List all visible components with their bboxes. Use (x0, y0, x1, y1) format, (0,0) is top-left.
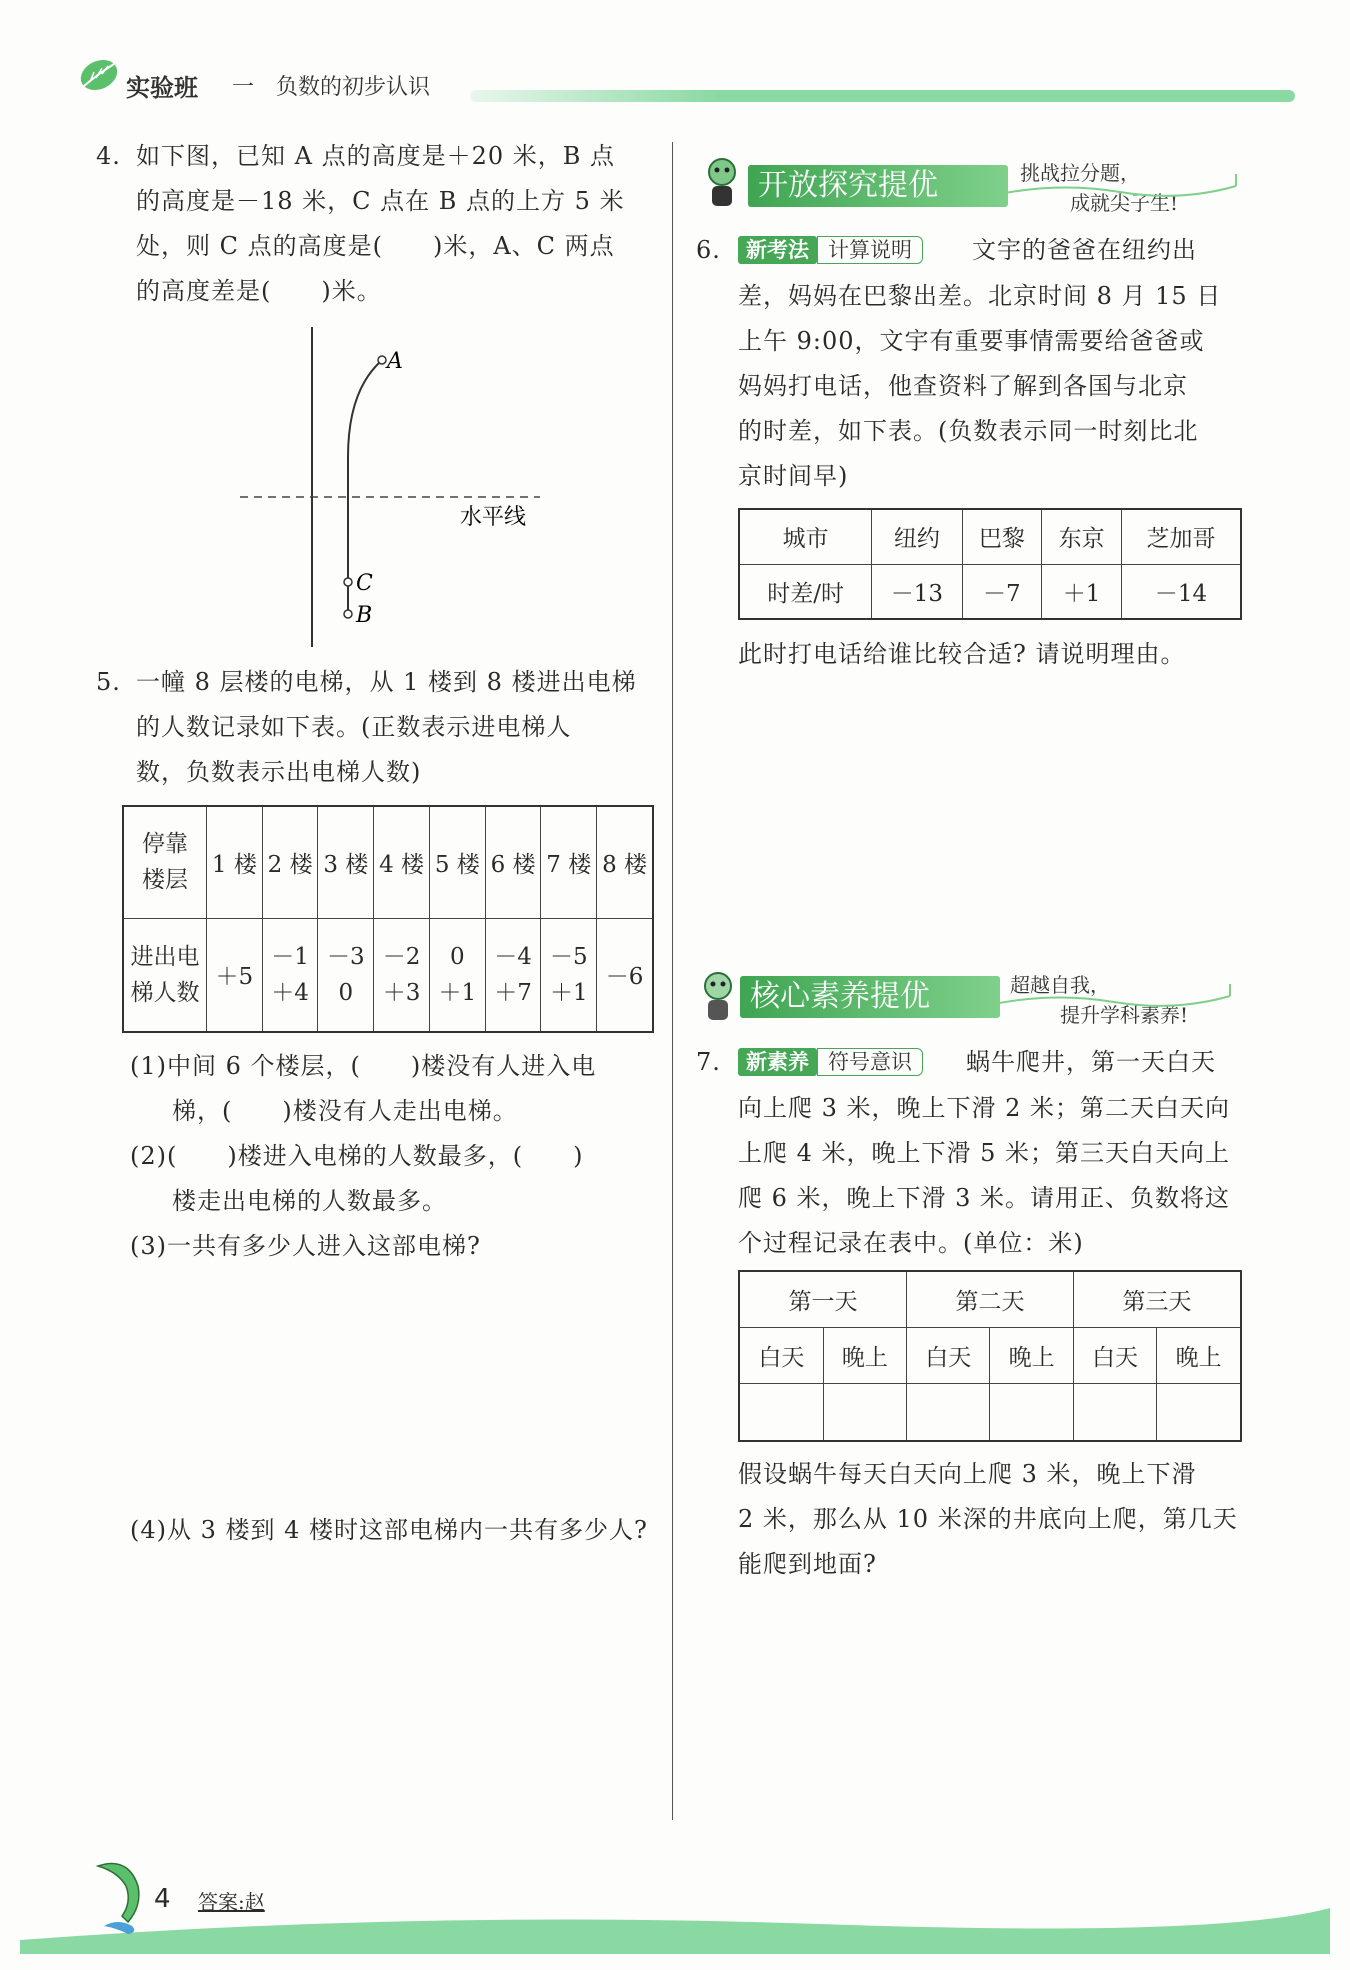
q5-sub2: (2)( )楼进入电梯的人数最多，( ) (130, 1142, 584, 1170)
tag-new-literacy: 新素养 (738, 1048, 817, 1076)
point-a (378, 356, 386, 364)
height-curve (348, 362, 380, 582)
q7-line: 蜗牛爬井，第一天白天 (966, 1048, 1216, 1076)
snail-table (738, 1270, 1242, 1442)
table-cell: 4 楼 (374, 806, 430, 918)
table-row (123, 806, 653, 918)
table-cell: －6 (597, 918, 653, 1032)
section2-slogan-2: 提升学科素养! (1060, 1003, 1189, 1027)
table-cell: 进出电 梯人数 (123, 918, 207, 1032)
table-cell: 晚上 (823, 1327, 906, 1383)
table-cell: 晚上 (990, 1327, 1073, 1383)
q7-text (738, 1086, 1258, 1266)
page-number: 4 (154, 1884, 171, 1914)
table-cell: 晚上 (1157, 1327, 1241, 1383)
table-cell: －2 ＋3 (374, 918, 430, 1032)
table-cell: 3 楼 (318, 806, 374, 918)
table-cell: 城市 (739, 509, 872, 564)
q5-line: 数，负数表示出电梯人数) (136, 758, 422, 786)
q7-line: 个过程记录在表中。(单位：米) (738, 1229, 1084, 1257)
q5-sub1: (1)中间 6 个楼层，( )楼没有人进入电 (130, 1052, 597, 1080)
column-divider (672, 142, 673, 1820)
table-cell: 第三天 (1073, 1271, 1241, 1327)
table-cell: －7 (962, 564, 1042, 619)
slogan-underline (1000, 172, 1240, 202)
label-a: A (387, 349, 403, 374)
table-cell: 白天 (907, 1327, 990, 1383)
table-cell: －13 (872, 564, 962, 619)
q7-followup-line: 2 米，那么从 10 米深的井底向上爬，第几天 (738, 1505, 1238, 1533)
header-decor-bar (470, 90, 1295, 102)
section-banner-core-literacy: 核心素养提优 (740, 976, 1000, 1018)
q5-sub4: (4)从 3 楼到 4 楼时这部电梯内一共有多少人? (130, 1516, 648, 1544)
q7-followup-line: 能爬到地面? (738, 1550, 877, 1578)
q7-followup-line: 假设蜗牛每天白天向上爬 3 米，晚上下滑 (738, 1460, 1197, 1488)
answer-cell[interactable] (1157, 1383, 1241, 1441)
point-c (344, 578, 352, 586)
table-cell: －4 ＋7 (485, 918, 541, 1032)
dolphin-icon (88, 1856, 152, 1936)
q7-tags (738, 1046, 923, 1078)
q4-line: 如下图，已知 A 点的高度是＋20 米，B 点 (136, 142, 616, 170)
table-cell: 8 楼 (597, 806, 653, 918)
answer-cell[interactable] (739, 1383, 823, 1441)
table-cell: 第二天 (907, 1271, 1074, 1327)
slogan-underline (994, 982, 1234, 1012)
section1-slogan-2: 成就尖子生! (1070, 191, 1179, 215)
table-cell: 2 楼 (262, 806, 318, 918)
table-cell: －3 0 (318, 918, 374, 1032)
mascot-icon (694, 968, 742, 1024)
answer-cell[interactable] (990, 1383, 1073, 1441)
q5-line: 的人数记录如下表。(正数表示进电梯人 (136, 713, 572, 741)
q7-line: 上爬 4 米，晚上下滑 5 米；第三天白天向上 (738, 1139, 1231, 1167)
table-cell: 东京 (1042, 509, 1122, 564)
tag-calc-explain: 计算说明 (817, 236, 923, 264)
q4-text (136, 134, 656, 314)
table-row (739, 509, 1241, 564)
q5-sub2-cont: 楼走出电梯的人数最多。 (172, 1187, 447, 1215)
table-row (739, 1327, 1241, 1383)
table-cell: －1 ＋4 (262, 918, 318, 1032)
table-cell: 芝加哥 (1121, 509, 1241, 564)
table-cell: 巴黎 (962, 509, 1042, 564)
q5-number: 5. (96, 668, 121, 696)
q6-line: 妈妈打电话，他查资料了解到各国与北京 (738, 372, 1188, 400)
q4-number: 4. (96, 142, 121, 170)
q5-sub1-cont: 梯，( )楼没有人走出电梯。 (172, 1097, 518, 1125)
q5-sub3: (3)一共有多少人进入这部电梯? (130, 1232, 481, 1260)
table-cell: 0 ＋1 (429, 918, 485, 1032)
section1-slogan-1: 挑战拉分题， (1020, 161, 1140, 185)
height-diagram (230, 322, 560, 652)
label-b: B (356, 603, 373, 628)
header-brand: 实验班 (126, 74, 198, 102)
q6-number: 6. (696, 236, 721, 264)
table-cell: 5 楼 (429, 806, 485, 918)
answer-label: 答案:赵 (198, 1890, 265, 1914)
q6-question: 此时打电话给谁比较合适? 请说明理由。 (738, 640, 1186, 668)
elevator-table (122, 805, 654, 1033)
tag-symbol-sense: 符号意识 (817, 1048, 923, 1076)
table-row (739, 1383, 1241, 1441)
header-chapter-title: 一 负数的初步认识 (232, 75, 431, 100)
answer-cell[interactable] (1073, 1383, 1156, 1441)
q7-followup (738, 1452, 1258, 1587)
table-cell: ＋5 (207, 918, 263, 1032)
horizon-label: 水平线 (460, 505, 527, 530)
table-cell: 白天 (739, 1327, 823, 1383)
q5-line: 一幢 8 层楼的电梯，从 1 楼到 8 楼进出电梯 (136, 668, 637, 696)
answer-cell[interactable] (907, 1383, 990, 1441)
q7-line: 爬 6 米，晚上下滑 3 米。请用正、负数将这 (738, 1184, 1231, 1212)
q6-line: 京时间早) (738, 462, 849, 490)
q6-line: 文宇的爸爸在纽约出 (972, 236, 1197, 264)
q6-text (738, 274, 1258, 499)
q6-line: 的时差，如下表。(负数表示同一时刻比北 (738, 417, 1199, 445)
q5-text (136, 660, 656, 795)
leaf-logo-icon (78, 58, 120, 92)
table-cell: －5 ＋1 (541, 918, 597, 1032)
q6-line: 差，妈妈在巴黎出差。北京时间 8 月 15 日 (738, 282, 1222, 310)
table-cell: 第一天 (739, 1271, 907, 1327)
q7-number: 7. (696, 1048, 721, 1076)
table-row (739, 564, 1241, 619)
section2-slogan-1: 超越自我， (1010, 973, 1110, 997)
q6-tags (738, 234, 923, 266)
q7-line: 向上爬 3 米，晚上下滑 2 米；第二天白天向 (738, 1094, 1231, 1122)
table-cell: 时差/时 (739, 564, 872, 619)
q4-line: 处，则 C 点的高度是( )米，A、C 两点 (136, 232, 615, 260)
q4-line: 的高度差是( )米。 (136, 277, 382, 305)
answer-cell[interactable] (823, 1383, 906, 1441)
q6-line: 上午 9:00，文宇有重要事情需要给爸爸或 (738, 327, 1205, 355)
label-c: C (356, 571, 373, 596)
q5-subquestions (130, 1044, 660, 1269)
table-cell: 6 楼 (485, 806, 541, 918)
table-cell: 1 楼 (207, 806, 263, 918)
table-cell: －14 (1121, 564, 1241, 619)
table-cell: 纽约 (872, 509, 962, 564)
point-b (344, 610, 352, 618)
section-banner-open-explore: 开放探究提优 (748, 165, 1008, 207)
table-cell: 停靠 楼层 (123, 806, 207, 918)
table-cell: ＋1 (1042, 564, 1122, 619)
q4-line: 的高度是－18 米，C 点在 B 点的上方 5 米 (136, 187, 625, 215)
tag-new-method: 新考法 (738, 236, 817, 264)
timezone-table (738, 508, 1242, 620)
table-cell: 白天 (1073, 1327, 1156, 1383)
mascot-icon (698, 152, 746, 210)
table-row (123, 918, 653, 1032)
table-row (739, 1271, 1241, 1327)
table-cell: 7 楼 (541, 806, 597, 918)
